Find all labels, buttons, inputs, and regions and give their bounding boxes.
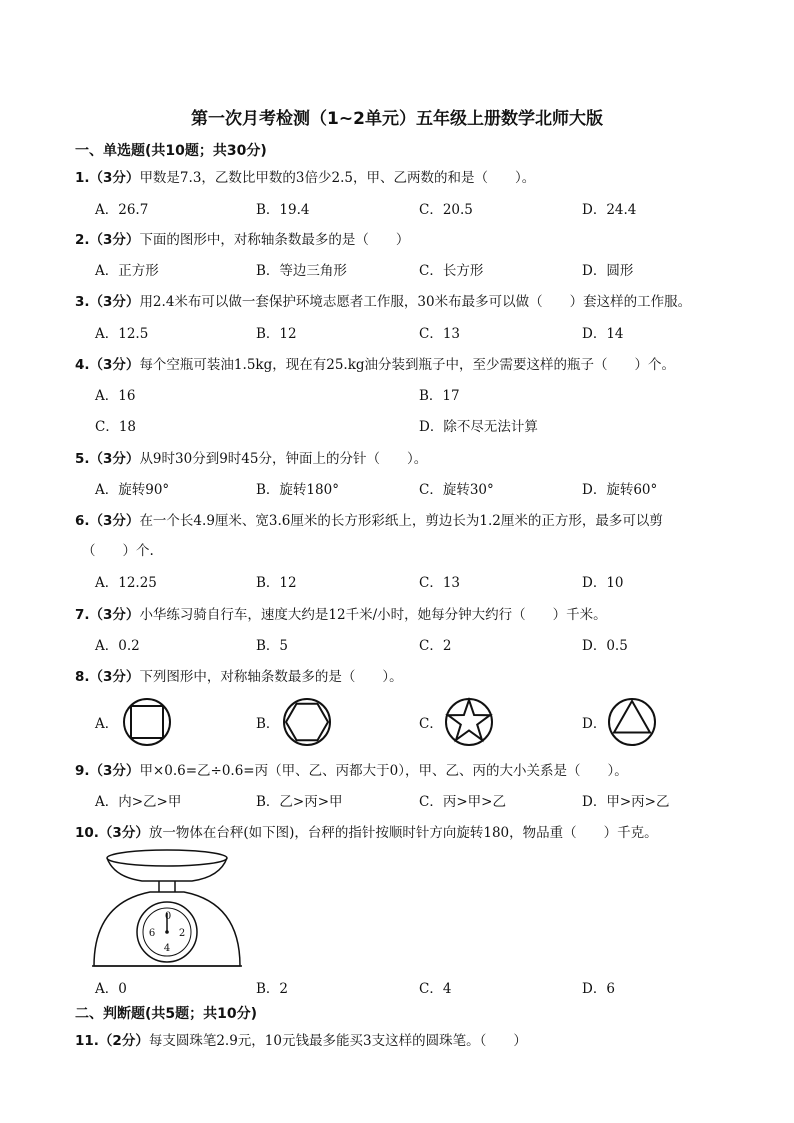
q4-option-a[interactable]: A．16 <box>95 388 136 404</box>
question-11 <box>75 1029 527 1049</box>
dial-label-4: 4 <box>163 943 171 954</box>
question-number: 6. <box>75 513 90 529</box>
question-number: 7. <box>75 607 90 623</box>
question-text: 下列图形中，对称轴条数最多的是（ ）。 <box>139 669 403 685</box>
dial-label-2: 2 <box>178 928 186 939</box>
q9-option-a[interactable]: A．内>乙>甲 <box>95 794 182 810</box>
q10-option-a[interactable]: A．0 <box>95 981 127 997</box>
q7-option-a[interactable]: A．0.2 <box>95 638 140 654</box>
circle-with-star-figure <box>444 697 494 747</box>
question-number: 1. <box>75 170 90 186</box>
q10-option-d[interactable]: D．6 <box>582 981 615 997</box>
q5-option-c[interactable]: C．旋转30° <box>419 482 494 498</box>
q8-option-a[interactable]: A． <box>95 716 119 732</box>
question-number: 9. <box>75 763 90 779</box>
question-points: （3分） <box>89 294 140 310</box>
q2-option-d[interactable]: D．圆形 <box>582 263 634 279</box>
q4-option-b[interactable]: B．17 <box>419 388 460 404</box>
q3-option-a[interactable]: A．12.5 <box>95 326 149 342</box>
q8-option-b[interactable]: B． <box>256 716 280 732</box>
section-heading-single-choice: 一、单选题(共10题；共30分) <box>75 143 267 159</box>
question-text: 每个空瓶可装油1.5kg，现在有25.kg油分装到瓶子中，至少需要这样的瓶子（ ）个。 <box>139 357 676 373</box>
q6-option-b[interactable]: B．12 <box>256 575 297 591</box>
q6-option-d[interactable]: D．10 <box>582 575 624 591</box>
question-number: 4. <box>75 357 90 373</box>
q2-option-b[interactable]: B．等边三角形 <box>256 263 347 279</box>
q1-option-c[interactable]: C．20.5 <box>419 202 473 218</box>
question-number: 5. <box>75 451 90 467</box>
question-number: 11. <box>75 1033 99 1049</box>
q7-option-d[interactable]: D．0.5 <box>582 638 628 654</box>
question-text: 用2.4米布可以做一套保护环境志愿者工作服，30米布最多可以做（ ）套这样的工作服。 <box>139 294 692 310</box>
question-text: 在一个长4.9厘米、宽3.6厘米的长方形彩纸上，剪边长为1.2厘米的正方形，最多可以剪 <box>139 513 663 529</box>
question-number: 10. <box>75 825 99 841</box>
scale-figure <box>90 845 245 970</box>
question-5 <box>75 447 427 467</box>
q3-option-c[interactable]: C．13 <box>419 326 461 342</box>
question-6-continuation: （ ）个. <box>82 543 154 559</box>
question-number: 3. <box>75 294 90 310</box>
q5-option-a[interactable]: A．旋转90° <box>95 482 170 498</box>
dial-label-6: 6 <box>148 928 156 939</box>
q7-option-c[interactable]: C．2 <box>419 638 452 654</box>
question-2 <box>75 228 409 248</box>
q3-option-d[interactable]: D．14 <box>582 326 624 342</box>
q9-option-b[interactable]: B．乙>丙>甲 <box>256 794 343 810</box>
q6-option-a[interactable]: A．12.25 <box>95 575 157 591</box>
q6-option-c[interactable]: C．13 <box>419 575 461 591</box>
q2-option-a[interactable]: A．正方形 <box>95 263 159 279</box>
question-number: 2. <box>75 232 90 248</box>
question-number: 8. <box>75 669 90 685</box>
q4-option-d[interactable]: D．除不尽无法计算 <box>419 419 538 435</box>
question-points: （3分） <box>89 357 140 373</box>
section-heading-true-false: 二、判断题(共5题；共10分) <box>75 1006 258 1022</box>
q10-option-b[interactable]: B．2 <box>256 981 289 997</box>
question-points: （3分） <box>89 513 140 529</box>
q1-option-b[interactable]: B．19.4 <box>256 202 310 218</box>
question-points: （3分） <box>98 825 149 841</box>
question-points: （3分） <box>89 170 140 186</box>
circle-with-hexagon-figure <box>282 697 332 747</box>
q3-option-b[interactable]: B．12 <box>256 326 297 342</box>
question-6 <box>75 509 663 529</box>
question-text: 甲×0.6=乙÷0.6=丙（甲、乙、丙都大于0），甲、乙、丙的大小关系是（ ）。 <box>139 763 628 779</box>
question-points: （3分） <box>89 607 140 623</box>
question-1 <box>75 166 535 186</box>
question-8 <box>75 665 403 685</box>
question-points: （2分） <box>98 1033 149 1049</box>
scale-bowl-rim <box>107 850 227 866</box>
question-points: （3分） <box>89 232 140 248</box>
q9-option-c[interactable]: C．丙>甲>乙 <box>419 794 506 810</box>
question-7 <box>75 603 607 623</box>
question-text: 从9时30分到9时45分，钟面上的分针（ ）。 <box>139 451 428 467</box>
page-title: 第一次月考检测（1~2单元）五年级上册数学北师大版 <box>191 109 603 129</box>
q8-option-c[interactable]: C． <box>419 716 443 732</box>
q10-option-c[interactable]: C．4 <box>419 981 452 997</box>
question-points: （3分） <box>89 763 140 779</box>
q7-option-b[interactable]: B．5 <box>256 638 289 654</box>
question-9 <box>75 759 628 779</box>
dial-label-0: 0 <box>164 911 172 922</box>
scale-bowl <box>107 858 227 881</box>
q5-option-d[interactable]: D．旋转60° <box>582 482 658 498</box>
question-text: 下面的图形中，对称轴条数最多的是（ ） <box>139 232 410 248</box>
q9-option-d[interactable]: D．甲>丙>乙 <box>582 794 670 810</box>
q4-option-c[interactable]: C．18 <box>95 419 137 435</box>
question-points: （3分） <box>89 451 140 467</box>
q1-option-a[interactable]: A．26.7 <box>95 202 149 218</box>
question-points: （3分） <box>89 669 140 685</box>
circle-with-square-figure <box>122 697 172 747</box>
q8-option-d[interactable]: D． <box>582 716 607 732</box>
question-4 <box>75 353 675 373</box>
q1-option-d[interactable]: D．24.4 <box>582 202 637 218</box>
circle-with-triangle-figure <box>607 697 657 747</box>
q5-option-b[interactable]: B．旋转180° <box>256 482 339 498</box>
question-text: 放一物体在台秤(如下图)，台秤的指针按顺时针方向旋转180，物品重（ ）千克。 <box>148 825 658 841</box>
question-text: 小华练习骑自行车，速度大约是12千米/小时，她每分钟大约行（ ）千米。 <box>139 607 607 623</box>
question-text: 甲数是7.3，乙数比甲数的3倍少2.5，甲、乙两数的和是（ ）。 <box>139 170 536 186</box>
question-3 <box>75 290 691 310</box>
question-text: 每支圆珠笔2.9元，10元钱最多能买3支这样的圆珠笔。（ ） <box>148 1033 527 1049</box>
q2-option-c[interactable]: C．长方形 <box>419 263 484 279</box>
question-10 <box>75 821 658 841</box>
